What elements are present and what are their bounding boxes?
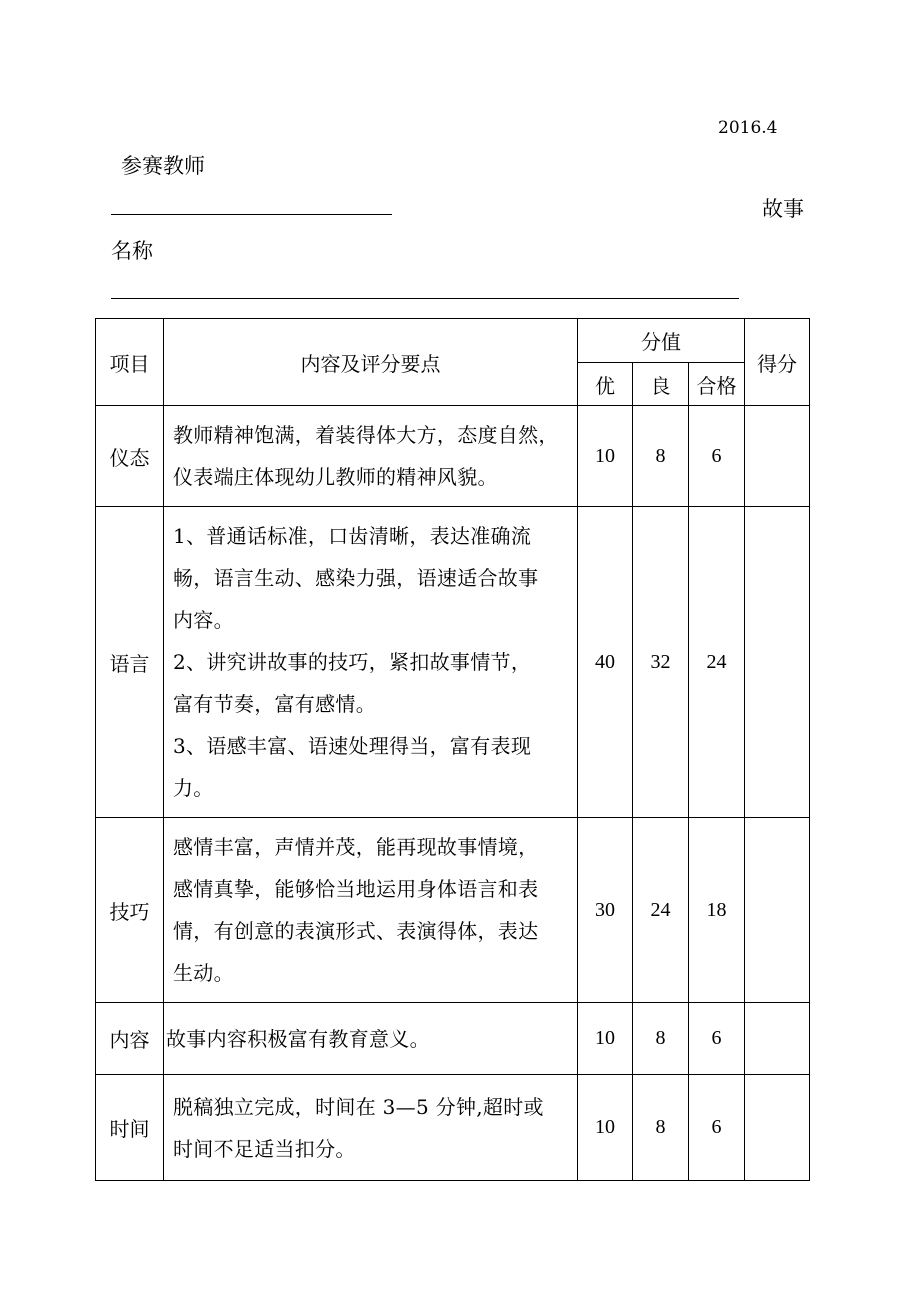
header-result: 得分 [745,319,810,406]
score-result-cell[interactable] [745,818,810,1003]
content-line: 情，有创意的表演形式、表演得体，表达 [173,919,539,943]
row-item: 语言 [96,507,164,818]
row-content [164,818,578,1003]
content-line: 力。 [173,776,214,800]
score-pass: 18 [689,818,745,1003]
table-row [96,1003,810,1075]
score-excellent: 10 [578,1075,633,1181]
row-item: 时间 [96,1075,164,1181]
score-pass: 6 [689,1003,745,1075]
row-content [164,507,578,818]
header-excellent: 优 [578,363,633,406]
content-line: 生动。 [173,961,234,985]
content-line: 教师精神饱满，着装得体大方，态度自然， [173,423,559,447]
row-content [164,1003,578,1075]
table-row [96,1075,810,1181]
table-row [96,507,810,818]
score-excellent: 10 [578,1003,633,1075]
content-line: 感情真挚，能够恰当地运用身体语言和表 [173,877,539,901]
teacher-name-blank [111,214,392,215]
content-line: 感情丰富，声情并茂，能再现故事情境， [173,835,539,859]
score-excellent: 10 [578,406,633,507]
content-line: 仪表端庄体现幼儿教师的精神风貌。 [173,465,498,489]
score-good: 32 [633,507,689,818]
header-good: 良 [633,363,689,406]
score-result-cell[interactable] [745,1075,810,1181]
content-line: 畅，语言生动、感染力强，语速适合故事 [173,566,539,590]
score-result-cell[interactable] [745,1003,810,1075]
score-result-cell[interactable] [745,406,810,507]
content-line: 内容。 [173,608,234,632]
header-score-group: 分值 [578,319,745,363]
score-good: 8 [633,1003,689,1075]
content-line: 故事内容积极富有教育意义。 [166,1026,430,1051]
score-good: 8 [633,1075,689,1181]
score-good: 24 [633,818,689,1003]
story-name-blank [111,298,739,299]
document-date: 2016.4 [718,118,778,138]
score-pass: 6 [689,1075,745,1181]
story-label-part1: 故事 [762,197,804,221]
score-good: 8 [633,406,689,507]
table-row [96,818,810,1003]
score-pass: 6 [689,406,745,507]
content-line: 1、普通话标准，口齿清晰，表达准确流 [173,524,532,548]
row-item: 仪态 [96,406,164,507]
header-content: 内容及评分要点 [164,319,578,406]
header-item: 项目 [96,319,164,406]
row-content [164,1075,578,1181]
row-item: 技巧 [96,818,164,1003]
score-pass: 24 [689,507,745,818]
content-line: 富有节奏，富有感情。 [173,692,376,716]
table-header-row [96,319,810,363]
row-content [164,406,578,507]
story-label-part2: 名称 [111,239,153,263]
header-pass: 合格 [689,363,745,406]
content-line: 2、讲究讲故事的技巧，紧扣故事情节， [173,650,532,674]
score-excellent: 40 [578,507,633,818]
content-line: 脱稿独立完成，时间在 3—5 分钟,超时或 [173,1094,544,1119]
table-row [96,406,810,507]
scoring-table [95,318,810,1181]
teacher-label: 参赛教师 [121,154,205,178]
row-item: 内容 [96,1003,164,1075]
score-excellent: 30 [578,818,633,1003]
score-result-cell[interactable] [745,507,810,818]
content-line: 3、语感丰富、语速处理得当，富有表现 [173,734,532,758]
content-line: 时间不足适当扣分。 [173,1136,356,1161]
